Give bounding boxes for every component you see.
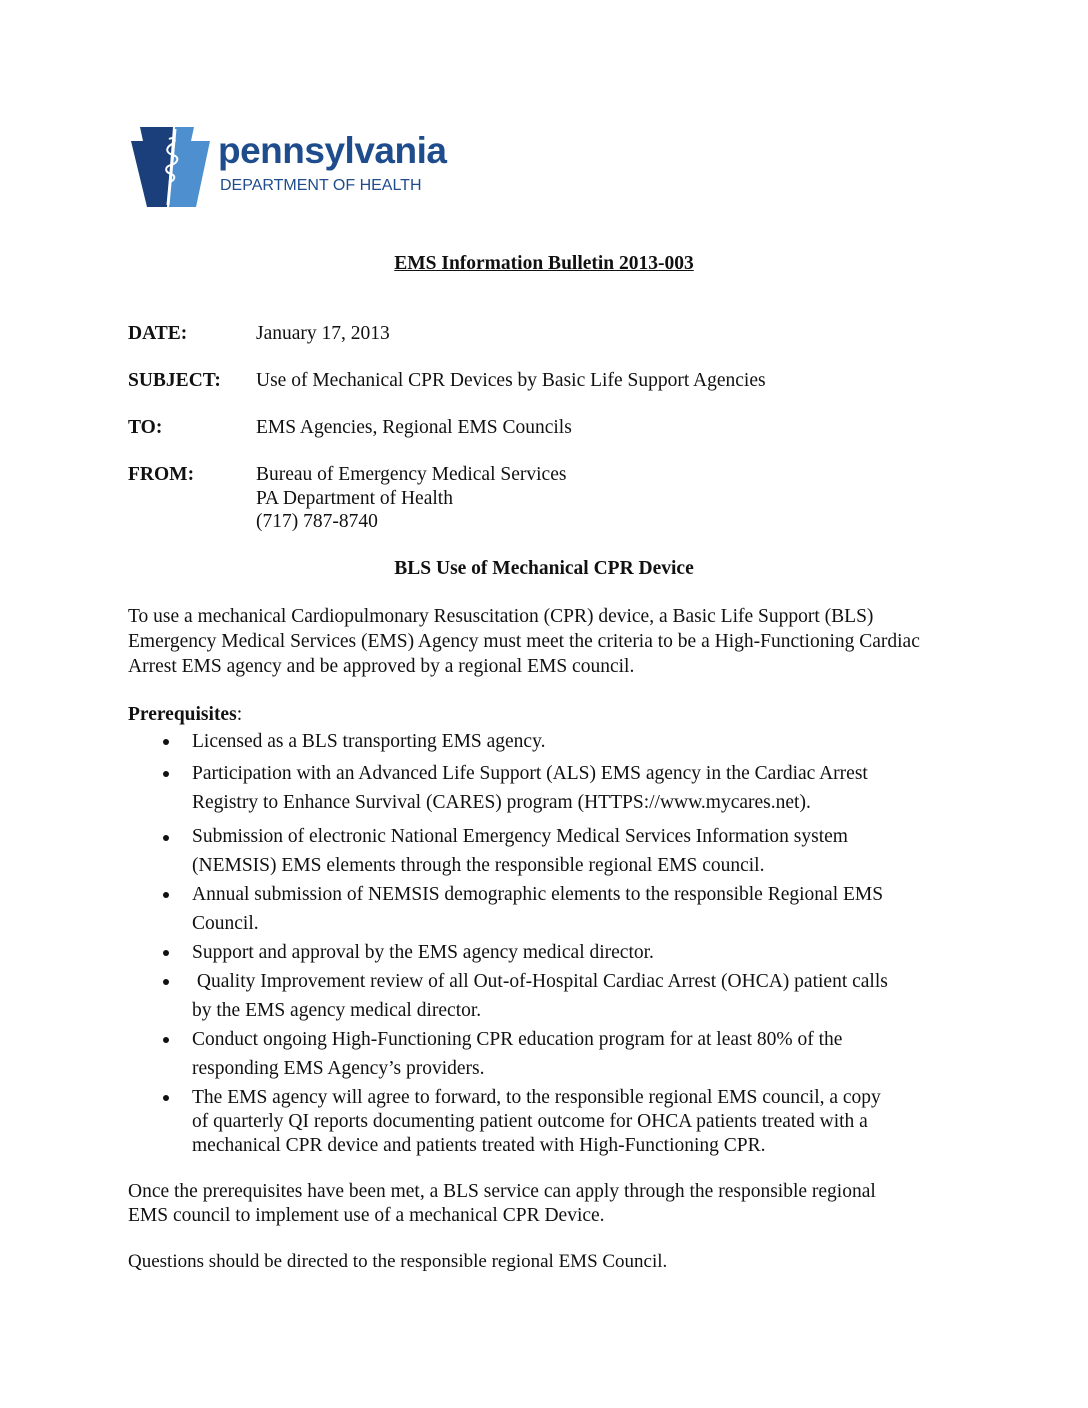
closing-paragraph <box>128 1180 1008 1228</box>
logo-subtitle: DEPARTMENT OF HEALTH <box>220 177 422 194</box>
prerequisites-heading-text: Prerequisites <box>128 704 237 725</box>
section-heading: BLS Use of Mechanical CPR Device <box>394 558 694 579</box>
intro-paragraph <box>128 604 1008 679</box>
list-item-line: (NEMSIS) EMS elements through the responsible regional EMS council. <box>192 854 765 876</box>
bullet-icon <box>163 979 169 985</box>
list-item-line: Registry to Enhance Survival (CARES) program (HTTPS://www.mycares.net). <box>192 792 811 813</box>
list-item-line: Licensed as a BLS transporting EMS agency. <box>192 731 546 752</box>
list-item-line: Council. <box>192 913 259 934</box>
bulletin-title: EMS Information Bulletin 2013-003 <box>394 253 694 274</box>
list-item-line: responding EMS Agency’s providers. <box>192 1058 485 1079</box>
list-item <box>160 823 960 880</box>
list-item <box>160 1025 960 1083</box>
closing-line: Once the prerequisites have been met, a BLS service can apply through the responsible regional <box>128 1181 876 1202</box>
list-item-line: mechanical CPR device and patients treated with High-Functioning CPR. <box>192 1135 766 1156</box>
bullet-icon <box>163 892 169 898</box>
list-item <box>160 730 960 753</box>
to-value: EMS Agencies, Regional EMS Councils <box>256 417 572 438</box>
list-item-line: of quarterly QI reports documenting patient outcome for OHCA patients treated with a <box>192 1111 868 1132</box>
list-item-line: Quality Improvement review of all Out-of-Hospital Cardiac Arrest (OHCA) patient calls <box>192 971 888 992</box>
from-line: Bureau of Emergency Medical Services <box>256 464 567 485</box>
bullet-icon <box>163 771 169 777</box>
list-item <box>160 938 960 967</box>
list-item-line: Conduct ongoing High-Functioning CPR education program for at least 80% of the <box>192 1029 843 1050</box>
list-item <box>160 880 960 938</box>
bullet-icon <box>163 1095 169 1101</box>
prerequisites-list <box>160 730 960 1158</box>
from-label: FROM: <box>128 464 195 485</box>
questions-note <box>128 1249 1008 1274</box>
list-item-line: Support and approval by the EMS agency medical director. <box>192 942 654 963</box>
intro-line: To use a mechanical Cardiopulmonary Resuscitation (CPR) device, a Basic Life Support (BLS) <box>128 606 874 627</box>
list-item-line: Participation with an Advanced Life Support (ALS) EMS agency in the Cardiac Arrest <box>192 763 868 784</box>
intro-line: Arrest EMS agency and be approved by a regional EMS council. <box>128 656 635 677</box>
prerequisites-colon: : <box>236 704 243 725</box>
list-item <box>160 1083 960 1158</box>
list-item-line: The EMS agency will agree to forward, to the responsible regional EMS council, a copy <box>192 1087 881 1108</box>
bullet-icon <box>163 739 169 745</box>
to-label: TO: <box>128 417 163 438</box>
keystone-rod-of-asclepius-icon <box>131 127 213 207</box>
date-value: January 17, 2013 <box>256 323 390 344</box>
bullet-icon <box>163 950 169 956</box>
subject-value: Use of Mechanical CPR Devices by Basic Life Support Agencies <box>256 370 766 391</box>
list-item-line: Submission of electronic National Emergency Medical Services Information system <box>192 826 848 847</box>
prerequisites-heading <box>128 704 242 726</box>
from-line: PA Department of Health <box>256 487 453 509</box>
logo-wordmark: pennsylvania <box>218 130 447 171</box>
subject-label: SUBJECT: <box>128 370 221 391</box>
list-item <box>160 967 960 1025</box>
list-item <box>160 759 960 817</box>
from-line: (717) 787-8740 <box>256 511 378 532</box>
list-item-line: by the EMS agency medical director. <box>192 1000 482 1021</box>
closing-line: EMS council to implement use of a mechanical CPR Device. <box>128 1205 605 1226</box>
questions-text: Questions should be directed to the responsible regional EMS Council. <box>128 1251 668 1272</box>
bullet-icon <box>163 1037 169 1043</box>
bullet-icon <box>163 835 169 841</box>
intro-line: Emergency Medical Services (EMS) Agency must meet the criteria to be a High-Functioning Cardiac <box>128 631 920 652</box>
pa-department-of-health-logo <box>131 127 461 207</box>
list-item-line: Annual submission of NEMSIS demographic elements to the responsible Regional EMS <box>192 884 884 905</box>
date-label: DATE: <box>128 323 188 344</box>
